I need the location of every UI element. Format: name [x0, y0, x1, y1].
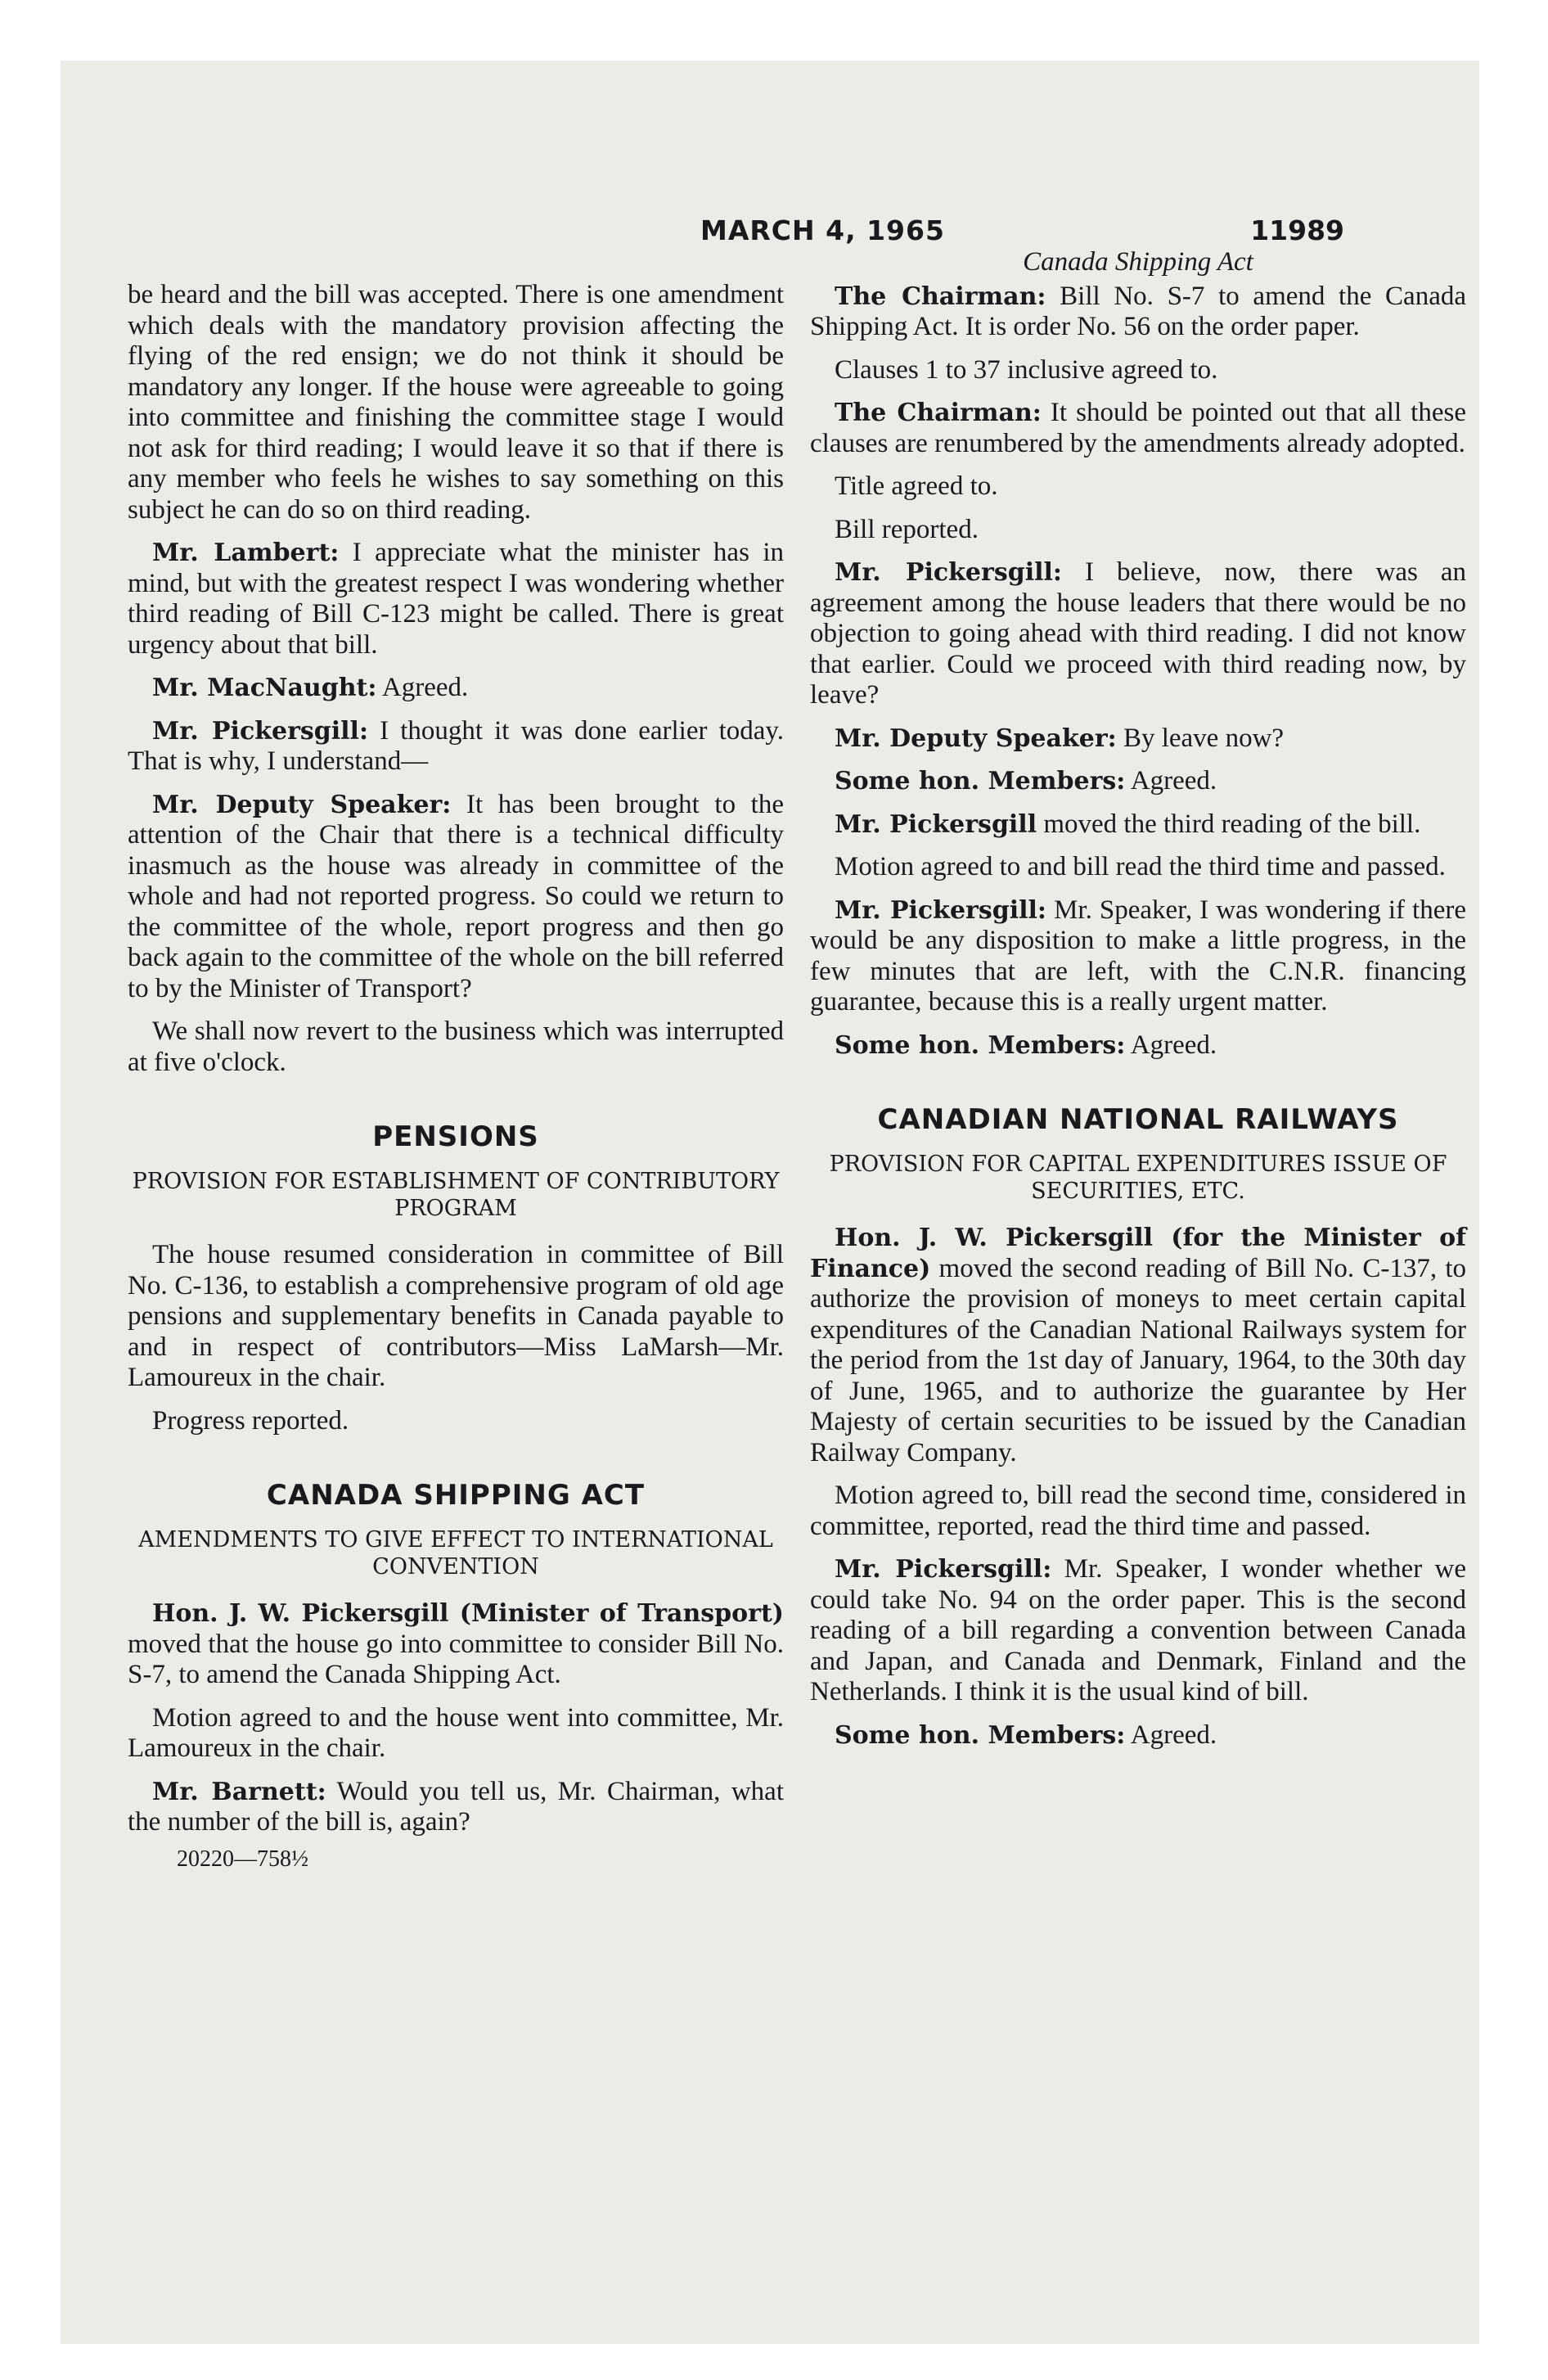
speech-text: Agreed.: [1125, 766, 1217, 796]
speaker-name: Mr. Pickersgill: [835, 809, 1037, 839]
left-column: [128, 280, 784, 1886]
speech-text: Agreed.: [1125, 1030, 1217, 1060]
speaker-name: Mr. MacNaught:: [152, 674, 377, 702]
speaker-name: Some hon. Members:: [835, 1720, 1126, 1750]
paragraph: [810, 809, 1466, 841]
paragraph: [810, 766, 1466, 797]
speaker-name: Mr. Deputy Speaker:: [835, 723, 1117, 753]
paragraph: [810, 1554, 1466, 1708]
section-subheading: PROVISION FOR ESTABLISHMENT OF CONTRIBUTORY PROGRAM: [132, 1169, 780, 1221]
paragraph: [128, 1777, 784, 1838]
printer-footnote: 20220—758½: [177, 1846, 308, 1872]
speech-text: Would you tell us, Mr. Chairman, what the number of the bill is, again?: [128, 1776, 784, 1837]
speech-text: It has been brought to the attention of the Chair that there is a technical difficulty inasmuch as the house was already in committee of the whole and had not reported progress. So could we return to the committee of the whole, report progress and then go back again to the committee of the whole on the bill referred to by the Minister of Transport?: [128, 789, 784, 1003]
paragraph: Progress reported.: [152, 1405, 349, 1436]
speaker-name: Mr. Pickersgill:: [835, 1555, 1052, 1584]
paragraph: The house resumed consideration in committee of Bill No. C-136, to establish a comprehensive program of old age pensions and supplementary benefits in Canada payable to and in respect of contributors—Miss LaMarsh—Mr. Lamoureux in the chair.: [128, 1240, 784, 1392]
section-heading-cnr: CANADIAN NATIONAL RAILWAYS: [877, 1103, 1399, 1136]
speech-text: I thought it was done earlier today. That is why, I understand—: [128, 715, 784, 776]
speaker-name: Mr. Deputy Speaker:: [152, 790, 452, 819]
paragraph: [810, 723, 1466, 755]
section-subheading: AMENDMENTS TO GIVE EFFECT TO INTERNATIONAL CONVENTION: [138, 1527, 773, 1580]
section-heading-pensions: PENSIONS: [372, 1120, 539, 1153]
paragraph: be heard and the bill was accepted. There is one amendment which deals with the mandatory provision affecting the flying of the red ensign; we do not think it should be mandatory any longer. If the house were agreeable to going into committee and finishing the committee stage I would not ask for third reading; I would leave it so that if there is any member who feels he wishes to say something on this subject he can do so on third reading.: [128, 280, 784, 525]
speaker-name: Mr. Pickersgill:: [835, 558, 1062, 587]
paragraph: Clauses 1 to 37 inclusive agreed to.: [835, 354, 1218, 385]
paragraph: [810, 557, 1466, 711]
section-heading-shipping: CANADA SHIPPING ACT: [266, 1479, 646, 1512]
speech-text: moved the second reading of Bill No. C-137, to authorize the provision of moneys to meet certain capital expenditures of the Canadian National Railways system for the period from the 1st day of January, 1964, to the 30th day of June, 1965, and to authorize the guarantee by Her Majesty of certain securities to be issued by the Canadian Railway Company.: [810, 1253, 1466, 1467]
running-head: Canada Shipping Act: [1023, 247, 1253, 277]
speaker-name: Mr. Lambert:: [152, 539, 340, 567]
speech-text: Mr. Speaker, I wonder whether we could take No. 94 on the order paper. This is the second reading of a bill regarding a convention between Canada and Japan, and Canada and Denmark, Finland and the Netherlands. I think it is the usual kind of bill.: [810, 1554, 1466, 1706]
paragraph: Title agreed to.: [835, 471, 998, 501]
speech-text: By leave now?: [1116, 723, 1285, 753]
paragraph: Motion agreed to and the house went into committee, Mr. Lamoureux in the chair.: [128, 1702, 784, 1763]
paragraph: Bill reported.: [835, 514, 979, 544]
speaker-name: Mr. Barnett:: [152, 1777, 326, 1806]
paragraph: [810, 1720, 1466, 1751]
paragraph: [128, 1598, 784, 1691]
paragraph: We shall now revert to the business which was interrupted at five o'clock.: [128, 1016, 784, 1077]
speech-text: I believe, now, there was an agreement among the house leaders that there would be no objection to going ahead with third reading. I did not know that earlier. Could we proceed with third reading now, by leave?: [810, 557, 1467, 710]
speech-text: Mr. Speaker, I was wondering if there would be any disposition to make a little progress, in the few minutes that are left, with the C.N.R. financing guarantee, because this is a really urgent matter.: [810, 895, 1466, 1016]
speaker-name: The Chairman:: [835, 399, 1042, 427]
paragraph: [128, 716, 784, 778]
paragraph: [128, 673, 784, 704]
page-number: 11989: [1250, 214, 1344, 246]
speech-text: Bill No. S-7 to amend the Canada Shipping Act. It is order No. 56 on the order paper.: [810, 281, 1466, 341]
speaker-name: Hon. J. W. Pickersgill (for the Minister of Finance): [810, 1224, 1466, 1283]
speech-text: It should be pointed out that all these clauses are renumbered by the amendments already adopted.: [810, 398, 1466, 458]
speaker-name: Some hon. Members:: [835, 767, 1126, 796]
paragraph: [810, 282, 1466, 343]
speaker-name: The Chairman:: [835, 282, 1046, 311]
page-date: MARCH 4, 1965: [700, 214, 945, 246]
paragraph: [810, 1223, 1466, 1468]
speaker-name: Some hon. Members:: [835, 1030, 1126, 1060]
speech-text: Agreed.: [376, 673, 469, 702]
speech-text: moved the third reading of the bill.: [1037, 809, 1421, 839]
page-sheet: [61, 61, 1479, 2344]
paragraph: [810, 398, 1466, 459]
paragraph: [810, 1030, 1466, 1062]
paragraph: Motion agreed to, bill read the second time, considered in committee, reported, read the third time and passed.: [810, 1481, 1466, 1541]
section-subheading: PROVISION FOR CAPITAL EXPENDITURES ISSUE OF SECURITIES, ETC.: [829, 1152, 1447, 1204]
speaker-name: Hon. J. W. Pickersgill (Minister of Transport): [152, 1599, 784, 1628]
speaker-name: Mr. Pickersgill:: [152, 716, 369, 746]
paragraph: [128, 790, 784, 1005]
speech-text: moved that the house go into committee to consider Bill No. S-7, to amend the Canada Shipping Act.: [128, 1629, 784, 1689]
paragraph: [810, 895, 1466, 1018]
speech-text: I appreciate what the minister has in mind, but with the greatest respect I was wondering whether third reading of Bill C-123 might be called. There is great urgency about that bill.: [128, 538, 784, 660]
paragraph: [128, 538, 784, 660]
speech-text: Agreed.: [1125, 1720, 1217, 1750]
speaker-name: Mr. Pickersgill:: [835, 895, 1046, 925]
right-column: [810, 247, 1466, 1763]
paragraph: Motion agreed to and bill read the third time and passed.: [835, 852, 1446, 881]
